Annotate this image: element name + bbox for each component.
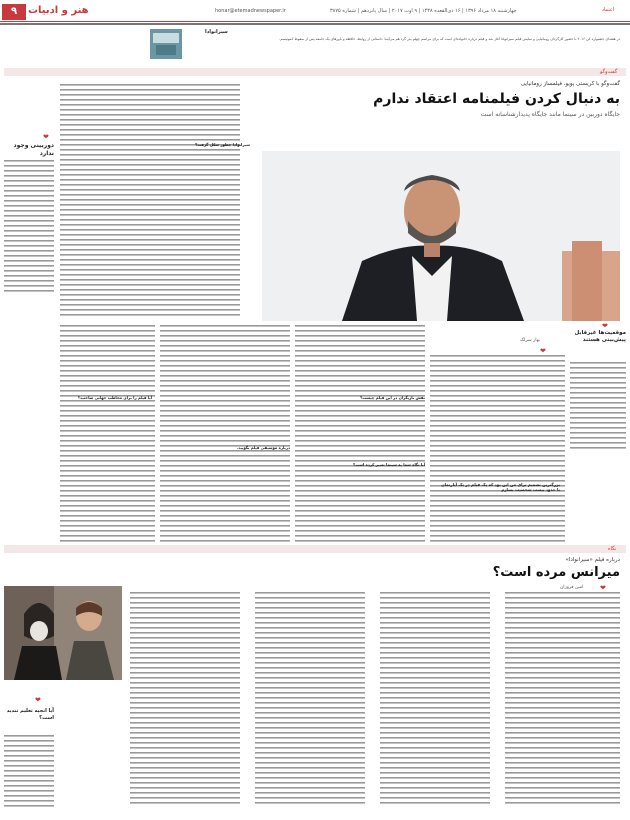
right-sidebar-text (570, 362, 626, 512)
heart-icon: ❤ (540, 347, 546, 355)
left-sidebar-title: دوربینی وجود ندارد (13, 142, 54, 157)
header-rule (0, 23, 630, 25)
interview-kicker: گفت‌و‌گو با کریستی پویو، فیلمساز رومانیایی (520, 81, 620, 87)
interview-text-col-3 (160, 325, 290, 550)
right-sidebar-title: موقعیت‌ها غیرقابل پیش‌بینی هستند (574, 330, 626, 343)
heart-icon: ❤ (602, 322, 608, 330)
section-email[interactable]: honar@etemadnewspaper.ir (215, 8, 286, 14)
review-photo (4, 586, 122, 680)
promo-thumbnail (150, 29, 182, 59)
heart-icon: ❤ (35, 696, 41, 704)
section-title: هنر و ادبیات (28, 5, 89, 16)
dateline: چهارشنبه ۱۸ مرداد ۱۳۹۶ | ۱۶ ذی‌القعده ۱۴۳۸ | ۹ اوت ۲۰۱۷ | سال پانزدهم | شماره ۳۸۷۵ (330, 8, 517, 14)
page-header (0, 0, 630, 22)
interview-text-col-1 (430, 355, 565, 550)
interview-question: درباره موسیقی فیلم بگویید. (236, 445, 290, 450)
review-kicker: درباره فیلم «سیرانو‌ادا» (565, 557, 620, 563)
interview-headline: به دنبال کردن فیلمنامه اعتقاد ندارم (373, 91, 620, 107)
interview-author: بهار سرلک (520, 338, 540, 343)
interview-question: سیرانو‌ادا چطور شکل گرفت؟ (195, 142, 250, 147)
interview-tag-bar (4, 68, 626, 76)
promo-title: سیرانو‌ادا (205, 29, 228, 35)
interview-question: آیا نگاه شما به سینما تغییر کرده است؟ (353, 462, 425, 467)
review-author: امین فروزان (560, 585, 584, 590)
interview-subhead: جایگاه دوربین در سینما مانند جایگاه پدیدار‌شناسانه است (480, 111, 620, 118)
interview-photo (262, 151, 620, 321)
review-headline: میرانس مرده است؟ (492, 565, 620, 580)
interview-question: آیا فیلم را برای مخاطب جهانی ساختید؟ (77, 395, 152, 400)
newspaper-logo: اعتماد (601, 7, 615, 13)
interview-text-col-2 (295, 325, 425, 550)
review-tag-bar (4, 545, 626, 553)
promo-body: در هفته‌ای‌ جشنواره کن ۲۰۱۶ با حضور کارگردان رومانیایی و نمایش فیلم سیرانو‌ادا آغاز شد و فیلم درباره خانواده‌ای است که برای مراسم چهلم پدر گرد هم می‌آیند؛ داستانی از روابط، حافظه و باورهای یک جامعه پس از سقوط کمونیسم. (279, 37, 620, 41)
left-sidebar-text (4, 160, 54, 330)
review-text (130, 592, 620, 814)
pull-quote: بزرگترین تصمیم برای من این بود که یک فیلم در یک آپارتمان با حدود بیست شخصیت بسازم (441, 482, 560, 492)
interview-text-left-top (60, 82, 240, 322)
heart-icon: ❤ (43, 133, 49, 141)
page-number: ۹ (2, 4, 26, 20)
interview-text-col-4 (60, 325, 155, 550)
interview-tag: گفت‌وگو (600, 69, 618, 75)
bottom-sidebar-title: آیا انجیه تعلیم تندید است؟ (6, 708, 54, 721)
bottom-sidebar-text (4, 735, 54, 815)
interview-question: نقش بازیگران در این فیلم چیست؟ (360, 395, 425, 400)
review-tag: نگاه (608, 546, 617, 552)
heart-icon: ❤ (600, 584, 606, 592)
